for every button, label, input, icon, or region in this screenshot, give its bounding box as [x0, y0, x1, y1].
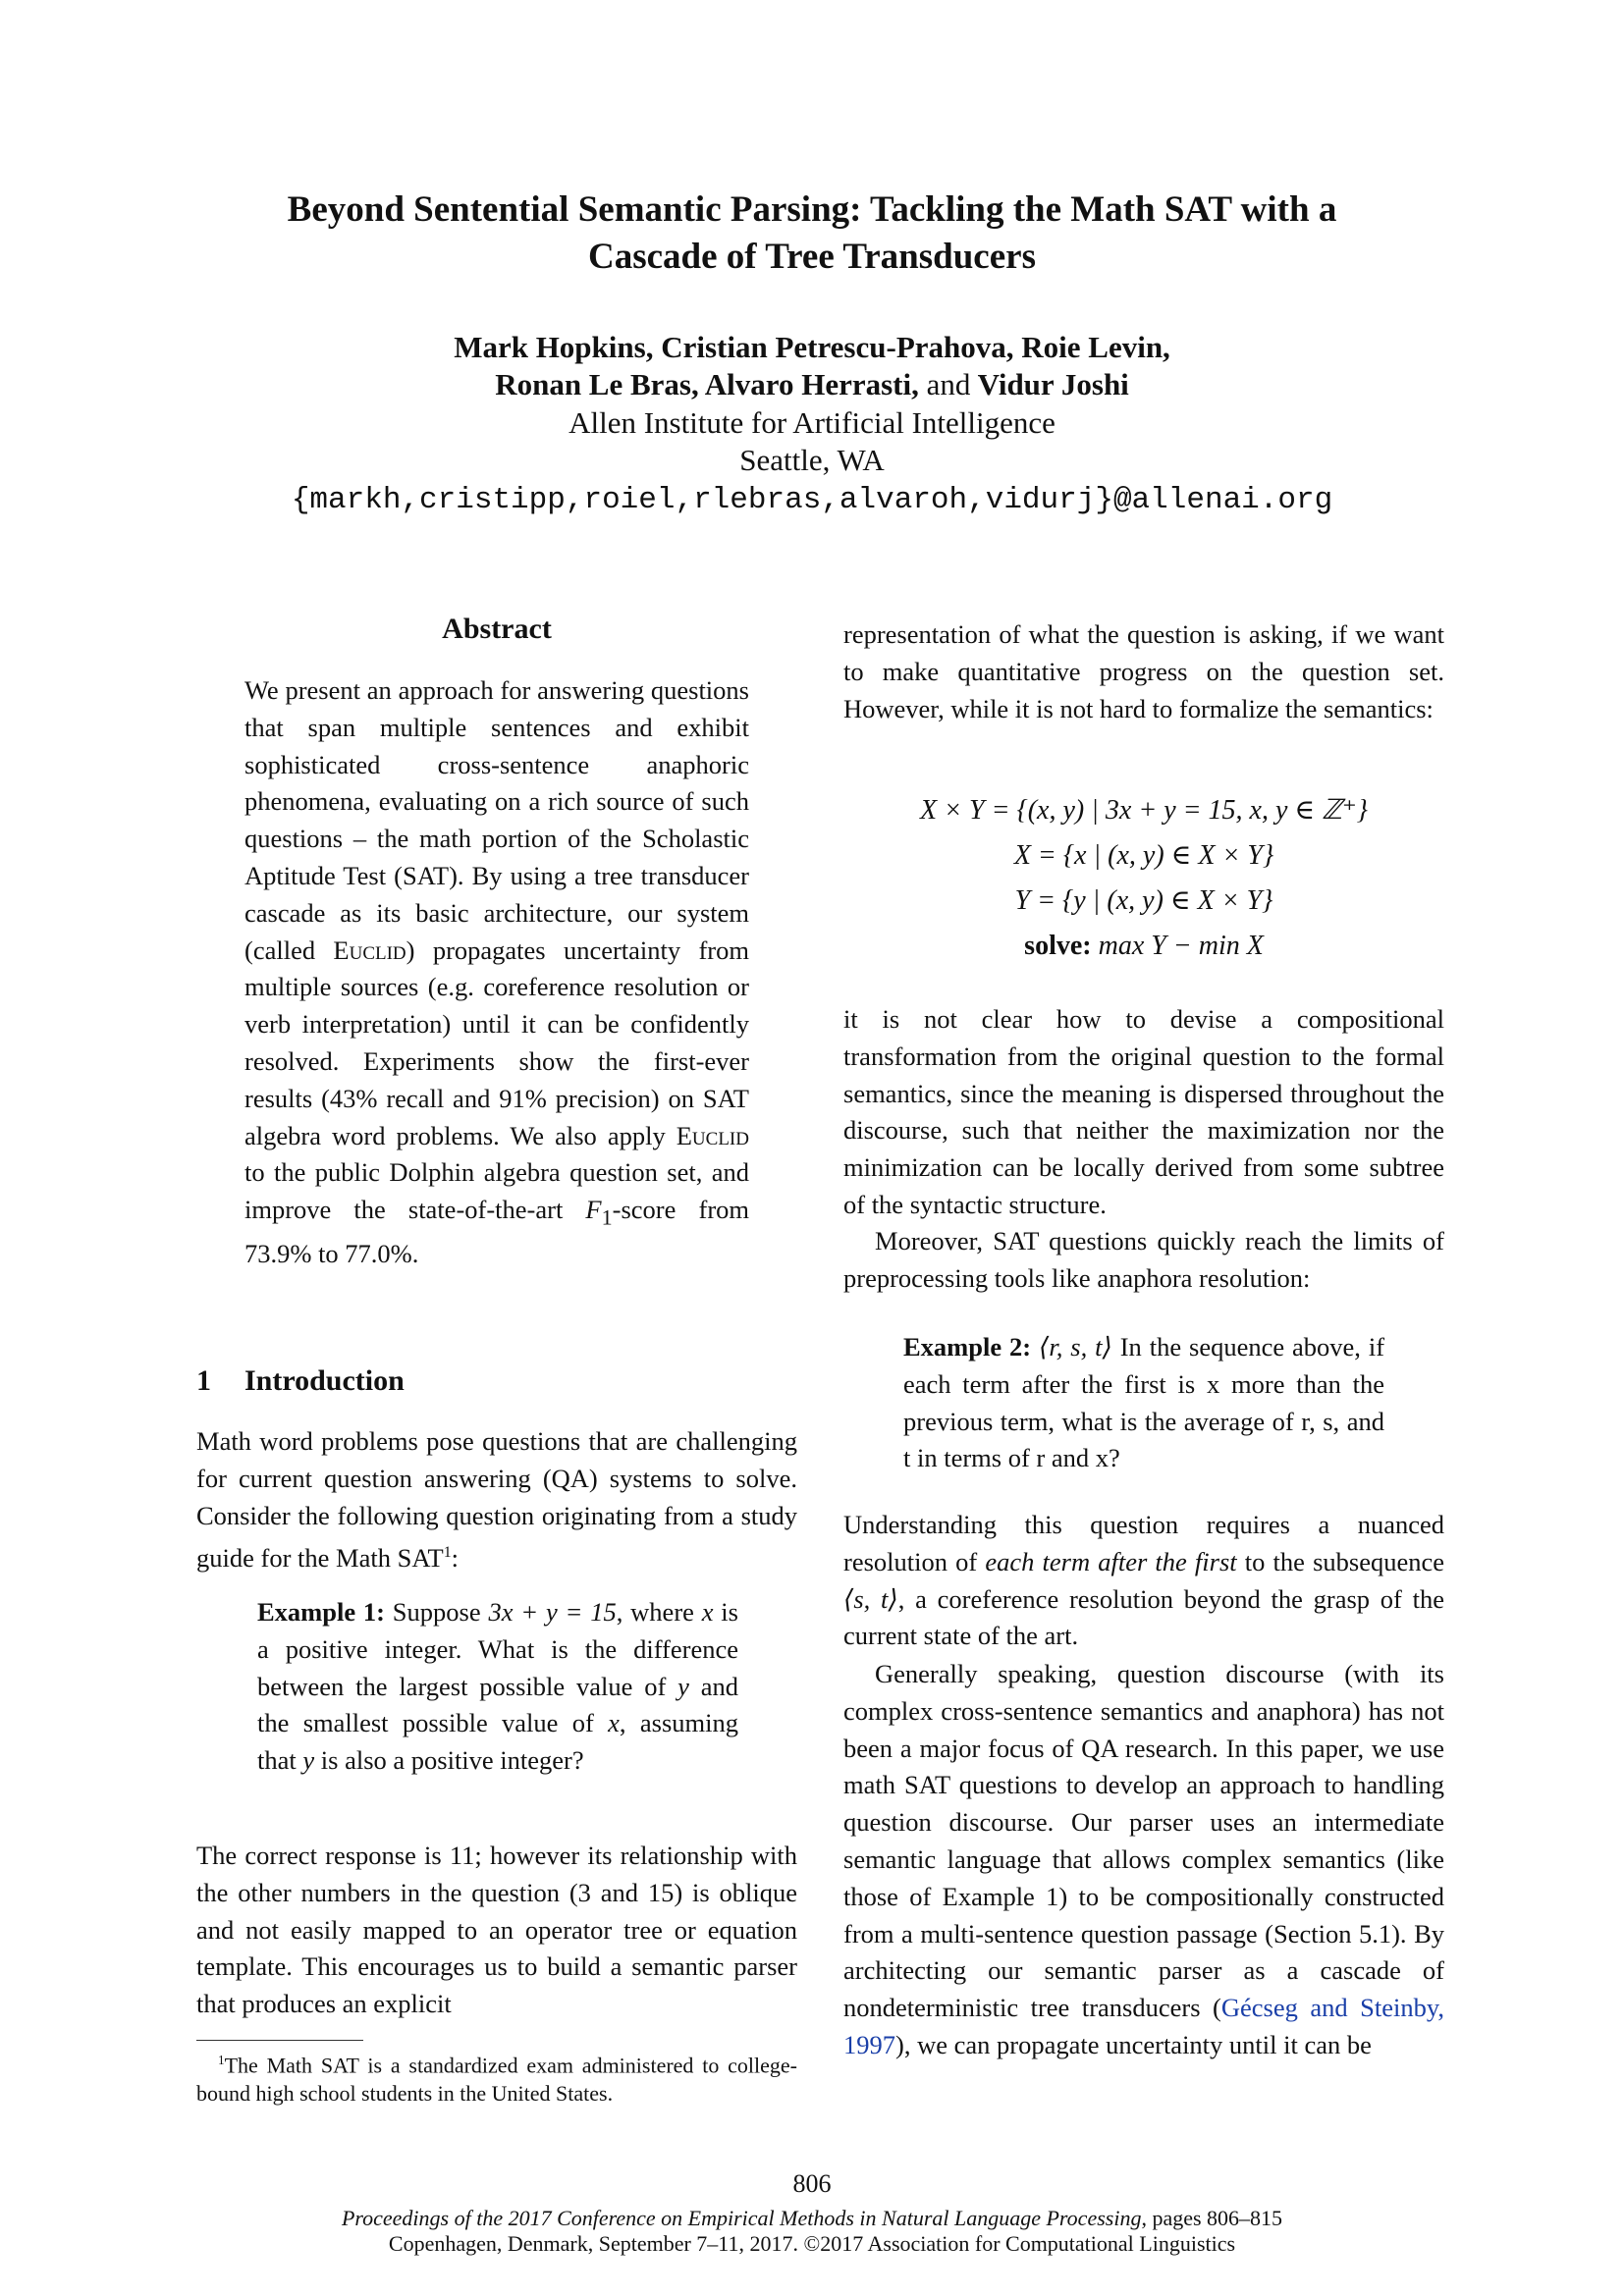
equation-2: X = {x | (x, y) ∈ X × Y} [1013, 840, 1274, 871]
citation-gecseg-steinby[interactable]: Gécseg and Steinby, [1220, 1993, 1444, 2023]
authors-line-2a: Ronan Le Bras, Alvaro Herrasti, [495, 367, 919, 401]
proceedings-title: Proceedings of the 2017 Conference on Empirical Methods in Natural Language Processing [341, 2206, 1142, 2230]
authors-line-2 [147, 366, 1477, 403]
example1-text-d: and the smallest possible value of [257, 1671, 738, 1738]
var-x: x [701, 1597, 714, 1627]
copyright-line: Copenhagen, Denmark, September 7–11, 2017. ©2017 Association for Computational Linguistics [388, 2231, 1236, 2256]
page-number: 806 [792, 2169, 832, 2198]
footnote-marker: 1 [443, 1544, 452, 1562]
para4-text-c: , a coreference resolution beyond the grasp of the current state of the art. [843, 1583, 1445, 1651]
authors-line-2b: Vidur Joshi [977, 367, 1129, 401]
example1-text-f: is also a positive integer? [314, 1745, 584, 1776]
example1-text-a: Suppose [385, 1597, 489, 1627]
para5-text-a: Generally speaking, question discourse (with its complex cross-sentence semantics and anaphora) has not been a major focus of QA research. In this paper, we use math SAT questions to develop an approach to handling question discourse. Our parser uses an intermediate semantic language that allows complex semantics (like those of Example 1) to be compositionally constructed from a multi-sentence question passage (Section 5.1). By architecting our semantic parser as a cascade of nondeterministic tree transducers ( [843, 1659, 1444, 2023]
intro-heading [196, 1364, 405, 1398]
para4-emphasis: each term after the first [985, 1546, 1237, 1576]
example1-label: Example 1: [257, 1597, 385, 1627]
example-1 [257, 1594, 738, 1780]
equation-4 [843, 924, 1444, 969]
para4-text-a: Understanding this question requires a nuanced resolution of [843, 1510, 1444, 1576]
example1-text-b: , where [616, 1597, 702, 1627]
abstract-heading: Abstract [442, 613, 552, 645]
example1-text-e: , assuming that [257, 1708, 738, 1776]
para4-tuple: ⟨s, t⟩ [843, 1583, 898, 1614]
example2-tuple: ⟨r, s, t⟩ [1039, 1332, 1112, 1362]
example1-text-c: is a positive integer. What is the difference between the largest possible value of [257, 1597, 738, 1701]
f1-subscript: 1 [601, 1204, 613, 1230]
title-line-2: Cascade of Tree Transducers [588, 237, 1036, 277]
author-emails: {markh,cristipp,roiel,rlebras,alvaroh,vidurj}@allenai.org [291, 483, 1333, 517]
right-paragraph-1: representation of what the question is asking, if we want to make quantitative progress on the question set. However, while it is not hard to formalize the semantics: [843, 619, 1444, 723]
euclid-name-2: Euclid [676, 1120, 749, 1150]
section-title: Introduction [244, 1364, 405, 1397]
section-number: 1 [196, 1364, 211, 1397]
intro-paragraph-1 [196, 1423, 797, 1577]
right-paragraph-2: it is not clear how to devise a compositional transformation from the original question to the formal semantics, since the meaning is dispersed throughout the discourse, such that neither the maximization nor the minimization can be locally derived from some subtree of the syntactic structure. [843, 1004, 1444, 1219]
affiliation: Allen Institute for Artificial Intelligence [568, 405, 1056, 440]
formal-semantics-equations [843, 788, 1444, 969]
footnote-rule [196, 2040, 363, 2041]
title-line-1: Beyond Sentential Semantic Parsing: Tackling the Math SAT with a [287, 189, 1337, 230]
footnote-text: The Math SAT is a standardized exam administered to college-bound high school students in the United States. [196, 2053, 797, 2107]
abstract-body [244, 672, 749, 1273]
f1-symbol: F [585, 1195, 602, 1225]
solve-label: solve: [1024, 931, 1092, 961]
var-y: y [677, 1671, 689, 1701]
proceedings-footer [0, 2206, 1624, 2257]
authors-line-1: Mark Hopkins, Cristian Petrescu-Prahova, Roie Levin, [454, 330, 1170, 364]
paper-title [147, 187, 1477, 281]
right-paragraph-4 [843, 1507, 1444, 1655]
right-paragraph-5 [843, 1656, 1444, 2064]
citation-year-1997[interactable]: 1997 [843, 2029, 895, 2059]
author-list [147, 329, 1477, 403]
intro-para1-end: : [451, 1543, 460, 1574]
intro-para1-text: Math word problems pose questions that are challenging for current question answering (QA) systems to solve. Consider the following question originating from a study guide for the Math SAT [196, 1426, 797, 1574]
var-y-2: y [302, 1745, 315, 1776]
proceedings-pages: , pages 806–815 [1141, 2206, 1283, 2230]
authors-and: and [926, 367, 971, 401]
equation-3: Y = {y | (x, y) ∈ X × Y} [1014, 885, 1273, 916]
example1-equation: 3x + y = 15 [488, 1597, 617, 1627]
abstract-text-c: to the public Dolphin algebra question set, and improve the state-of-the-art [244, 1157, 749, 1225]
right-paragraph-3: Moreover, SAT questions quickly reach the limits of preprocessing tools like anaphora resolution: [843, 1226, 1444, 1293]
intro-paragraph-2: The correct response is 11; however its relationship with the other numbers in the question (3 and 15) is oblique and not easily mapped to an operator tree or equation template. This encourages us to build a semantic parser that produces an explicit [196, 1841, 797, 2019]
euclid-name: Euclid [333, 934, 406, 965]
example2-text: In the sequence above, if each term after the first is x more than the previous term, what is the average of r, s, and t in terms of r and x? [903, 1332, 1385, 1473]
location: Seattle, WA [739, 443, 885, 477]
abstract-text-b: ) propagates uncertainty from multiple sources (e.g. coreference resolution or verb interpretation) until it can be confidently resolved. Experiments show the first-ever results (43% recall and 91% precision) on SAT algebra word problems. We also apply [244, 934, 749, 1150]
proceedings-line [0, 2206, 1624, 2231]
var-x-2: x [608, 1708, 620, 1738]
abstract-text-a: We present an approach for answering questions that span multiple sentences and exhibit sophisticated cross-sentence anaphoric phenomena, evaluating on a rich source of such questions – the math portion of the Scholastic Aptitude Test (SAT). By using a tree transducer cascade as its basic architecture, our system (called [244, 675, 749, 965]
footnote-1 [196, 2046, 797, 2108]
para4-text-b: to the subsequence [1236, 1546, 1444, 1576]
abstract-text-d: -score from 73.9% to 77.0%. [244, 1195, 750, 1269]
solve-expression: max Y − min X [1091, 931, 1264, 961]
footnote-number: 1 [218, 2053, 225, 2067]
example2-label: Example 2: [903, 1332, 1032, 1362]
equation-1: X × Y = {(x, y) | 3x + y = 15, x, y ∈ ℤ⁺} [920, 795, 1368, 826]
para5-text-b: ), we can propagate uncertainty until it can be [895, 2029, 1372, 2059]
example-2 [903, 1329, 1384, 1477]
affiliation-block [147, 404, 1477, 479]
